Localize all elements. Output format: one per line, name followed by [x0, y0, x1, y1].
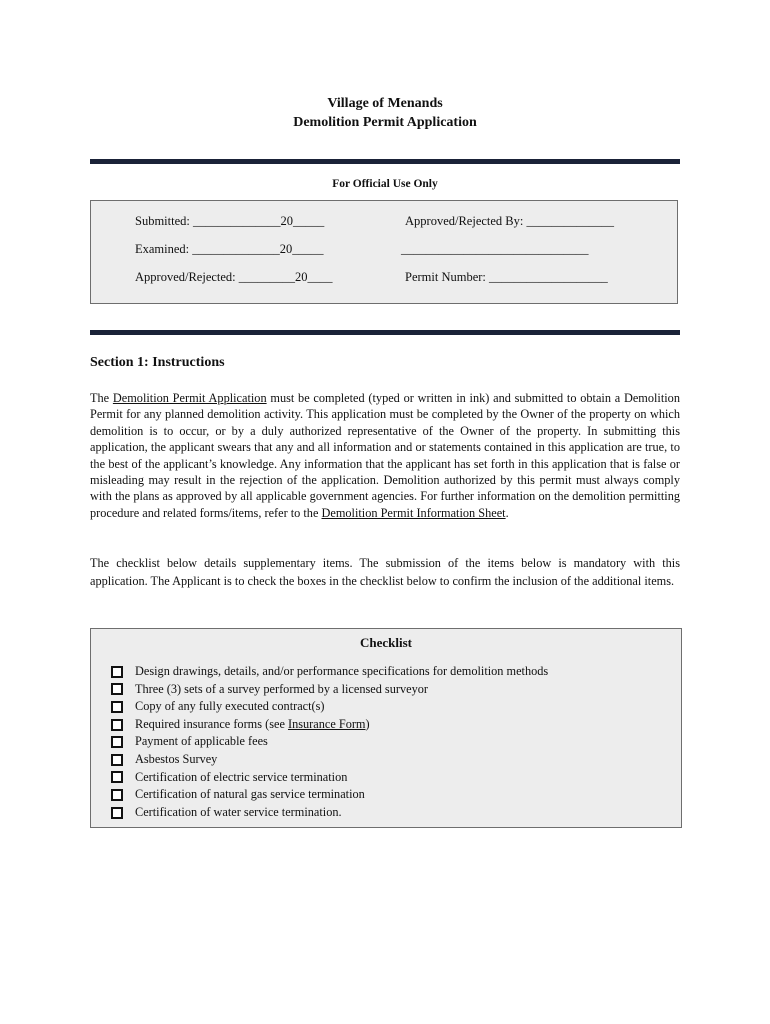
- checklist-box: [90, 628, 682, 828]
- checklist-item-insurance: [111, 716, 548, 734]
- checklist-item-design-drawings: [111, 663, 548, 681]
- para1-body: must be completed (typed or written in ink) and submitted to obtain a Demolition Permit for any planned demolition activity. This application must be completed by the Owner of the property on which demolition is to occur, or by a duly authorized representative of the Owner of the property. In submitting this application, the applicant swears that any and all information and or statements contained in this application are true, to the best of the applicant’s knowledge. Any information that the applicant has set forth in this application that is false or misleading may result in the rejection of the application. Demolition authorized by this permit must always comply with the plans as approved by all applicable government agencies. For further information on the demolition permitting procedure and related forms/items, refer to the: [90, 391, 680, 520]
- insurance-form-link[interactable]: Insurance Form: [287, 716, 366, 731]
- checklist-item-label: Design drawings, details, and/or performance specifications for demolition methods: [135, 664, 549, 678]
- checkbox[interactable]: [111, 666, 123, 678]
- top-divider: [90, 159, 680, 164]
- checklist-item-fees: [111, 733, 548, 751]
- checkbox[interactable]: [111, 771, 123, 783]
- instructions-paragraph: [90, 390, 680, 521]
- checklist-item-water: [111, 804, 548, 822]
- checkbox[interactable]: [111, 719, 123, 731]
- para1-end: .: [505, 505, 509, 520]
- official-use-box: [90, 200, 678, 304]
- title-line-village: Village of Menands: [327, 96, 443, 111]
- checklist-item-survey: [111, 681, 548, 699]
- demolition-permit-application-link[interactable]: Demolition Permit Application: [112, 391, 267, 405]
- bottom-divider: [90, 330, 680, 335]
- permit-number-field[interactable]: Permit Number: ___________________: [405, 270, 608, 284]
- title-line-application: Demolition Permit Application: [293, 115, 477, 130]
- approved-rejected-field[interactable]: Approved/Rejected: _________20____: [135, 270, 333, 284]
- checkbox[interactable]: [111, 807, 123, 819]
- checkbox[interactable]: [111, 683, 123, 695]
- checklist-item-asbestos: [111, 751, 548, 769]
- checklist-item-gas: [111, 786, 548, 804]
- checkbox[interactable]: [111, 789, 123, 801]
- para1-intro: The: [90, 391, 113, 405]
- checklist-item-label: Certification of electric service termination: [135, 769, 348, 784]
- checklist-intro-paragraph: The checklist below details supplementary items. The submission of the items below is mandatory with this application. The Applicant is to check the boxes in the checklist below to confirm the inclusion of the additional items.: [90, 556, 680, 588]
- insurance-suffix: ): [365, 716, 370, 731]
- checklist-item-label: Certification of natural gas service termination: [135, 787, 365, 802]
- checklist-item-contracts: [111, 698, 548, 716]
- checklist-title: Checklist: [360, 635, 412, 650]
- examined-field[interactable]: Examined: ______________20_____: [135, 242, 324, 256]
- approved-rejected-by-field[interactable]: Approved/Rejected By: ______________: [405, 214, 614, 228]
- checklist-items: [111, 663, 548, 821]
- checklist-item-label: Copy of any fully executed contract(s): [135, 699, 325, 714]
- checkbox[interactable]: [111, 736, 123, 748]
- checkbox[interactable]: [111, 754, 123, 766]
- checklist-item-label: Three (3) sets of a survey performed by a licensed surveyor: [135, 681, 428, 696]
- checklist-item-label: Certification of water service termination.: [135, 804, 342, 819]
- checklist-item-label: Asbestos Survey: [135, 751, 218, 766]
- checklist-item-electric: [111, 769, 548, 787]
- checkbox[interactable]: [111, 701, 123, 713]
- document-title: [0, 94, 770, 132]
- demolition-permit-info-sheet-link[interactable]: Demolition Permit Information Sheet: [321, 505, 506, 520]
- checklist-item-label: Payment of applicable fees: [135, 734, 268, 749]
- insurance-prefix: Required insurance forms (see: [135, 716, 288, 731]
- submitted-field[interactable]: Submitted: ______________20_____: [135, 214, 325, 228]
- section-1-title: Section 1: Instructions: [90, 355, 225, 370]
- signature-blank-field[interactable]: ______________________________: [401, 242, 589, 256]
- checklist-item-label: [135, 716, 370, 734]
- official-use-label: For Official Use Only: [332, 178, 438, 190]
